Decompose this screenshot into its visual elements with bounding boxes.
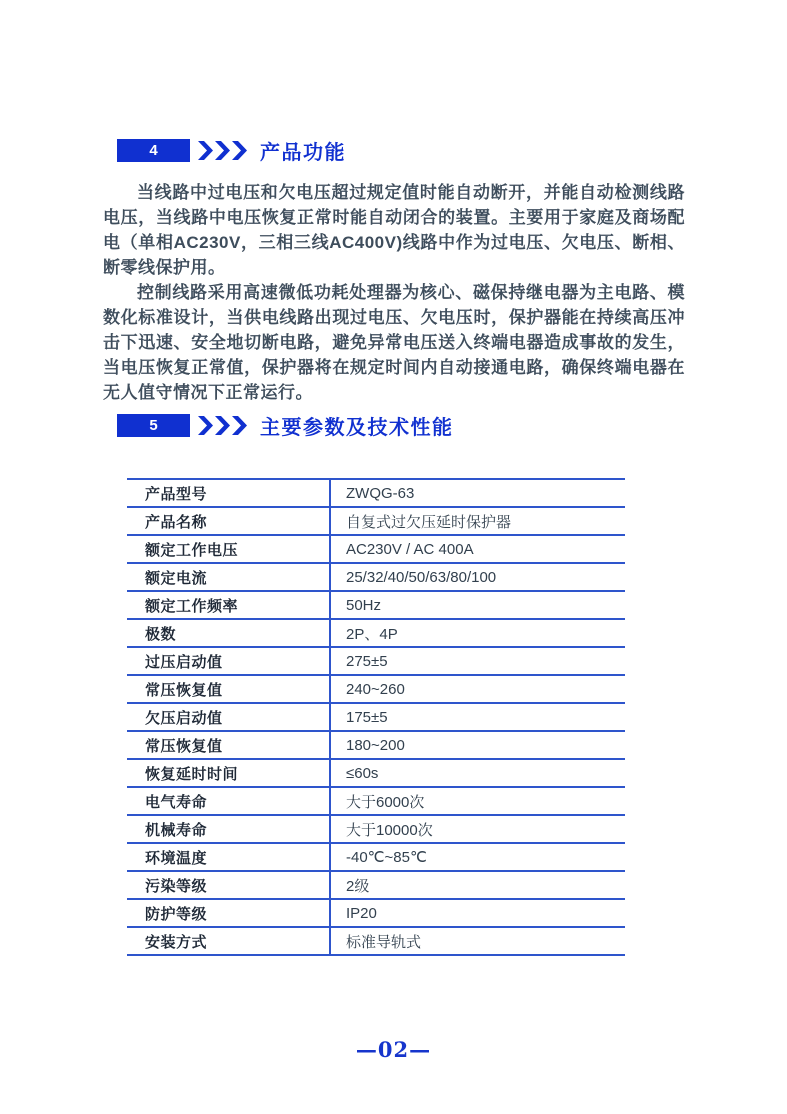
section-5-header: [117, 413, 454, 437]
spec-label: 过压启动值: [127, 647, 330, 675]
table-row: [127, 535, 625, 563]
spec-label: 极数: [127, 619, 330, 647]
spec-value: 25/32/40/50/63/80/100: [330, 563, 625, 591]
section-number: 4: [149, 141, 158, 159]
spec-value: -40℃~85℃: [330, 843, 625, 871]
triple-chevron-icon: [198, 416, 247, 435]
table-row: [127, 591, 625, 619]
table-row: [127, 703, 625, 731]
spec-value: IP20: [330, 899, 625, 927]
spec-label: 常压恢复值: [127, 675, 330, 703]
table-row: [127, 899, 625, 927]
spec-value: 180~200: [330, 731, 625, 759]
page-number: —02—: [355, 1037, 432, 1062]
spec-value: ≤60s: [330, 759, 625, 787]
section-4-header: [117, 138, 346, 162]
spec-label: 电气寿命: [127, 787, 330, 815]
table-row: [127, 843, 625, 871]
section-title: 产品功能: [260, 141, 346, 164]
spec-label: 额定工作频率: [127, 591, 330, 619]
spec-value: ZWQG-63: [330, 479, 625, 507]
section-number-badge: [117, 414, 190, 437]
spec-label: 额定工作电压: [127, 535, 330, 563]
table-row: [127, 927, 625, 955]
table-row: [127, 871, 625, 899]
section-number-badge: [117, 139, 190, 162]
product-function-paragraph-2: 控制线路采用高速微低功耗处理器为核心、磁保持继电器为主电路、模数化标准设计，当供电线路出现过电压、欠电压时，保护器能在持续高压冲击下迅速、安全地切断电路，避免异常电压送入终端电器造成事故的发生，当电压恢复正常值，保护器将在规定时间内自动接通电路，确保终端电器在无人值守情况下正常运行。: [103, 283, 685, 402]
table-row: [127, 759, 625, 787]
spec-value: 大于6000次: [330, 787, 625, 815]
table-row: [127, 647, 625, 675]
spec-value: 175±5: [330, 703, 625, 731]
spec-label: 环境温度: [127, 843, 330, 871]
section-number: 5: [149, 416, 158, 434]
spec-table: [127, 478, 625, 956]
table-row: [127, 507, 625, 535]
spec-label: 防护等级: [127, 899, 330, 927]
spec-value: 275±5: [330, 647, 625, 675]
spec-value: 2P、4P: [330, 619, 625, 647]
page-footer: [0, 1037, 787, 1062]
table-row: [127, 619, 625, 647]
spec-value: 2级: [330, 871, 625, 899]
spec-value: 50Hz: [330, 591, 625, 619]
table-row: [127, 731, 625, 759]
product-function-paragraph-1: 当线路中过电压和欠电压超过规定值时能自动断开，并能自动检测线路电压，当线路中电压恢复正常时能自动闭合的装置。主要用于家庭及商场配电（单相AC230V，三相三线AC400V)线路中作为过电压、欠电压、断相、断零线保护用。: [103, 183, 685, 277]
spec-value: AC230V / AC 400A: [330, 535, 625, 563]
spec-label: 常压恢复值: [127, 731, 330, 759]
spec-value: 自复式过欠压延时保护器: [330, 507, 625, 535]
spec-value: 标准导轨式: [330, 927, 625, 955]
spec-label: 恢复延时时间: [127, 759, 330, 787]
table-row: [127, 479, 625, 507]
section-title: 主要参数及技术性能: [260, 416, 454, 439]
spec-value: 大于10000次: [330, 815, 625, 843]
spec-label: 欠压启动值: [127, 703, 330, 731]
triple-chevron-icon: [198, 141, 247, 160]
table-row: [127, 675, 625, 703]
spec-value: 240~260: [330, 675, 625, 703]
table-row: [127, 815, 625, 843]
spec-label: 额定电流: [127, 563, 330, 591]
table-row: [127, 563, 625, 591]
spec-label: 产品名称: [127, 507, 330, 535]
spec-label: 产品型号: [145, 485, 208, 503]
spec-label: 污染等级: [127, 871, 330, 899]
spec-label: 机械寿命: [127, 815, 330, 843]
table-row: [127, 787, 625, 815]
spec-label: 安装方式: [127, 927, 330, 955]
